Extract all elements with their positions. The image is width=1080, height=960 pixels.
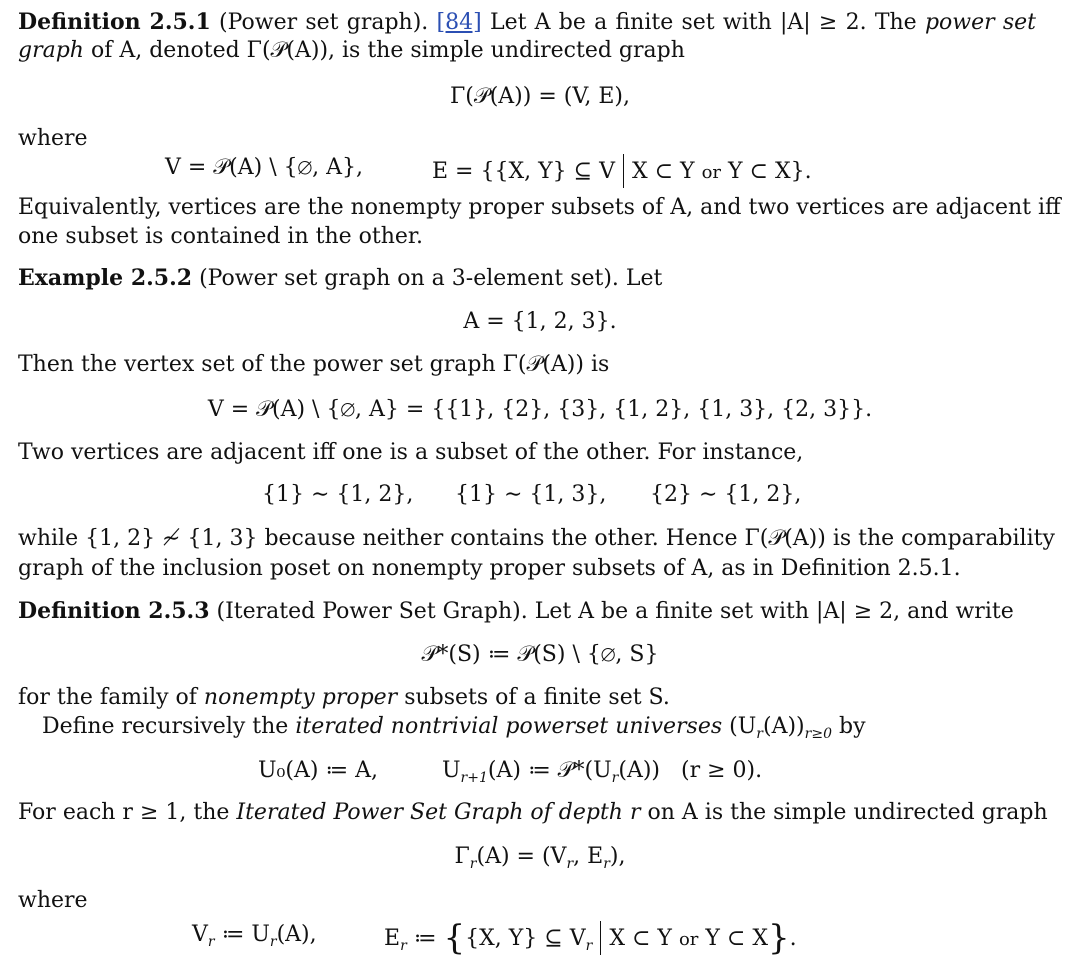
equation-part: Y ⊂ X}.	[728, 159, 812, 184]
math-part: V	[192, 922, 208, 947]
display-equation-er	[384, 918, 797, 960]
math-part: E	[384, 926, 401, 951]
text-part: For each r ≥ 1, the	[18, 800, 230, 825]
paragraph-line: one subset is contained in the other.	[18, 224, 424, 249]
equation-part: E = {{X, Y} ⊆ V	[432, 159, 615, 184]
display-equation-u0: U₀(A) ≔ A,	[258, 758, 379, 783]
term: iterated nontrivial powerset universes	[295, 714, 723, 739]
definition-2-5-1-line-1	[18, 8, 1036, 37]
math-part: X ⊂ Y	[609, 926, 672, 951]
math-part: {X, Y} ⊆ V	[465, 926, 586, 951]
definition-text: of A, denoted Γ(𝒫(A)), is the simple undirected graph	[90, 38, 685, 63]
definition-text: Let A be a finite set with |A| ≥ 2. The	[489, 10, 917, 35]
term: nonempty proper	[203, 685, 398, 710]
math-part: ≔ U	[221, 922, 270, 947]
math-part: U	[442, 758, 461, 783]
subscript: r	[207, 934, 215, 950]
paragraph-line	[18, 799, 1048, 827]
example-2-5-2-heading-line	[18, 264, 662, 293]
example-heading: Example 2.5.2	[18, 265, 193, 291]
subscript: r	[400, 938, 407, 954]
equation-word: or	[678, 929, 699, 950]
display-equation: V = 𝒫(A) \ {∅, A} = {{1}, {2}, {3}, {1, 2}, {1, 3}, {2, 3}}.	[207, 397, 873, 422]
paragraph-line	[42, 713, 866, 748]
big-brace: {	[443, 918, 466, 958]
text-part: by	[838, 714, 866, 739]
definition-term: power set	[924, 10, 1037, 35]
citation-link[interactable]: [84]	[436, 10, 482, 35]
example-text: Let	[625, 266, 663, 291]
math-part: Γ	[454, 844, 470, 869]
paragraph-line: graph of the inclusion poset on nonempty proper subsets of A, as in Definition 2.5.1.	[18, 556, 961, 581]
subscript: r	[756, 726, 763, 742]
math-part: (A) ≔ 𝒫*(U	[487, 758, 612, 783]
definition-title: (Power set graph).	[219, 10, 429, 35]
subscript: r≥0	[804, 726, 832, 742]
paragraph-line	[18, 684, 670, 712]
where-label: where	[18, 888, 88, 913]
math-part: ),	[609, 844, 626, 869]
paragraph-line: Two vertices are adjacent iff one is a subset of the other. For instance,	[18, 440, 804, 465]
equation-word: or	[701, 162, 722, 183]
where-label: where	[18, 126, 88, 151]
adjacency-example: {1} ∼ {1, 2},	[262, 482, 414, 507]
math-part: (r ≥ 0).	[681, 758, 763, 783]
definition-2-5-1-line-2	[18, 37, 685, 65]
math-part: (A))	[763, 714, 805, 739]
subscript: r	[269, 934, 277, 950]
math-part: (U	[729, 714, 757, 739]
display-equation-e	[432, 154, 812, 188]
display-equation-ur	[442, 757, 762, 792]
definition-heading: Definition 2.5.1	[18, 9, 211, 35]
text-part: subsets of a finite set S.	[404, 685, 670, 710]
example-title: (Power set graph on a 3-element set).	[199, 266, 619, 291]
display-equation-vr	[192, 921, 317, 956]
display-equation: 𝒫*(S) ≔ 𝒫(S) \ {∅, S}	[421, 642, 659, 667]
vertical-bar	[600, 921, 601, 955]
subscript: r	[469, 856, 477, 872]
math-part: (A))	[618, 758, 660, 783]
math-part: , E	[573, 844, 604, 869]
math-part: ≔	[413, 926, 437, 951]
definition-text: Let A be a finite set with |A| ≥ 2, and write	[534, 599, 1014, 624]
paragraph-line: while {1, 2} ≁ {1, 3} because neither contains the other. Hence Γ(𝒫(A)) is the comparability	[18, 526, 1055, 551]
term: Iterated Power Set Graph of depth r	[236, 800, 641, 825]
text-part: Define recursively the	[42, 714, 289, 739]
display-equation	[0, 843, 1080, 878]
adjacency-example: {1} ∼ {1, 3},	[455, 482, 607, 507]
definition-heading: Definition 2.5.3	[18, 598, 210, 624]
display-equation: A = {1, 2, 3}.	[463, 309, 617, 334]
display-equation-v: V = 𝒫(A) \ {∅, A},	[165, 155, 364, 180]
equation-part: X ⊂ Y	[631, 159, 695, 184]
paragraph-line: Then the vertex set of the power set graph Γ(𝒫(A)) is	[18, 352, 610, 377]
paragraph-line: Equivalently, vertices are the nonempty proper subsets of A, and two vertices are adjacent iff	[18, 195, 1061, 220]
text-part: for the family of	[18, 685, 197, 710]
vertical-bar	[623, 154, 624, 188]
definition-title: (Iterated Power Set Graph).	[216, 599, 528, 624]
subscript: r	[603, 856, 610, 872]
subscript: r	[566, 856, 574, 872]
math-part: .	[789, 926, 797, 951]
subscript: r	[585, 938, 593, 954]
subscript: r	[611, 770, 619, 786]
display-equation: Γ(𝒫(A)) = (V, E),	[449, 84, 630, 109]
subscript: r+1	[460, 770, 488, 786]
big-brace: }	[768, 918, 790, 958]
definition-term: graph	[18, 38, 84, 63]
text-part: on A is the simple undirected graph	[647, 800, 1048, 825]
math-part: (A) = (V	[476, 844, 567, 869]
definition-2-5-3-heading-line	[18, 597, 1014, 626]
math-part: (A),	[276, 922, 317, 947]
math-part: Y ⊂ X	[705, 926, 768, 951]
adjacency-example: {2} ∼ {1, 2},	[650, 482, 802, 507]
